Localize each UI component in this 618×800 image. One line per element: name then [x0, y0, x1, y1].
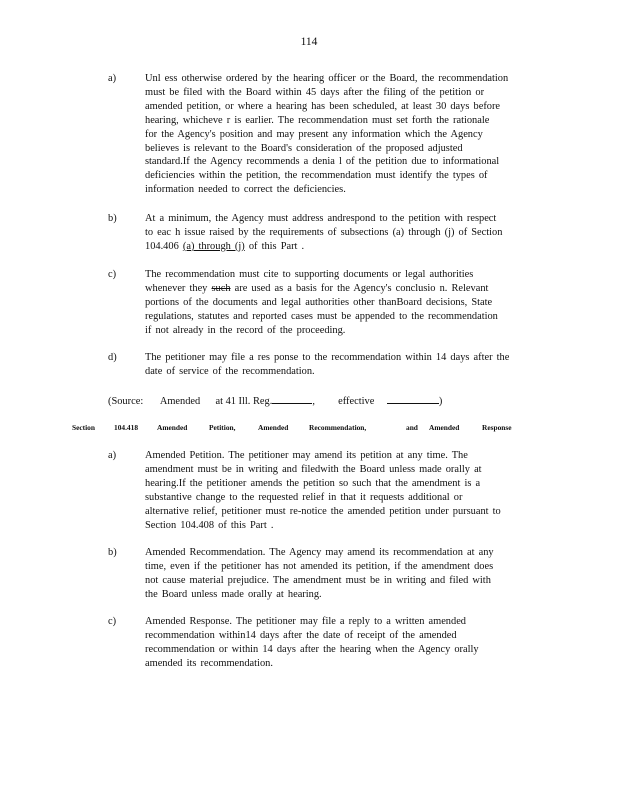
text-line: The petitioner may file a res ponse to the recommendation within 14 days after the: [145, 352, 510, 363]
source-register: at 41 Ill. Reg.: [215, 396, 273, 407]
item-label: d): [108, 352, 117, 363]
text-line: if not already in the record of the proceeding.: [145, 324, 346, 336]
text-line: Amended Response. The petitioner may file a reply to a written amended: [145, 616, 467, 627]
inserted-text: (a) through (j): [182, 240, 245, 252]
page-number: 114: [300, 36, 318, 48]
text-line: time, even if the petitioner has not amended its petition, if the amendment does: [145, 560, 494, 572]
text-line: not cause material prejudice. The amendment must be in writing and filed with: [145, 574, 491, 586]
text-line: amendment must be in writing and filedwith the Board unless made orally at: [145, 463, 482, 475]
text-line: substantive change to the requested relief in that it requests additional or: [145, 491, 463, 503]
text-line: [145, 282, 528, 296]
text-line: amended petition, or where a hearing has been scheduled, at least 30 days before: [145, 100, 501, 112]
text-line: deficiencies within the petition, the recommendation must identify the types of: [145, 170, 488, 182]
text-line: At a minimum, the Agency must address andrespond to the petition with respect: [145, 213, 497, 224]
source-suffix: ): [438, 396, 443, 407]
text-line: hearing.If the petitioner amends the petition so such that the amendment is a: [145, 477, 481, 489]
section-number: 104.418: [114, 423, 139, 432]
text-line: for the Agency's position and may present any information which the Agency: [145, 128, 483, 140]
heading-word: Recommendation,: [309, 423, 367, 432]
text-line: recommendation within14 days after the date of receipt of the amended: [145, 629, 457, 641]
source-effective: effective: [338, 396, 375, 407]
heading-word: Amended: [429, 423, 460, 432]
heading-word: Response: [482, 423, 512, 432]
heading-word: and: [406, 423, 418, 432]
item-label: a): [108, 450, 117, 461]
paragraph-text: [145, 268, 528, 338]
paragraph-text: [145, 449, 537, 532]
paragraph-text: [145, 615, 510, 671]
paragraph-text: [145, 351, 540, 379]
text-line: The recommendation must cite to supporting documents or legal authorities: [145, 269, 474, 280]
text-line: standard.If the Agency recommends a denia l of the petition due to informational: [145, 156, 500, 168]
text-line: Section 104.408 of this Part .: [145, 519, 274, 531]
register-blank: [272, 393, 312, 404]
source-amended: Amended: [159, 396, 201, 407]
source-comma: ,: [312, 396, 315, 407]
heading-word: Amended: [258, 423, 289, 432]
paragraph-text: [145, 72, 528, 197]
text-line: hearing, whicheve r is earlier. The recommendation must set forth the rationale: [145, 114, 490, 126]
text-line: amended its recommendation.: [145, 657, 273, 669]
text-line: [145, 240, 528, 254]
text-run: 104.406: [145, 240, 183, 252]
text-line: information needed to correct the deficiencies.: [145, 184, 346, 196]
text-line: the Board unless made orally at hearing.: [145, 588, 322, 600]
item-label: a): [108, 73, 117, 84]
item-label: b): [108, 213, 117, 224]
item-label: c): [108, 269, 117, 280]
paragraph-text: [145, 212, 528, 254]
text-line: believes is relevant to the Board's consideration of the proposed adjusted: [145, 142, 463, 154]
section-label: Section: [72, 423, 95, 432]
paragraph-text: [145, 546, 534, 602]
effective-blank: [387, 393, 439, 404]
source-prefix: (Source:: [108, 396, 144, 407]
text-line: alternative relief, petitioner must re-notice the amended petition under pursuant to: [145, 505, 501, 517]
text-line: regulations, statutes and reported cases must be appended to the recommendation: [145, 310, 498, 322]
text-line: portions of the documents and legal authorities other thanBoard decisions, State: [145, 296, 493, 308]
item-label: c): [108, 616, 117, 627]
text-line: Unl ess otherwise ordered by the hearing officer or the Board, the recommendation: [145, 73, 509, 84]
text-line: date of service of the recommendation.: [145, 365, 315, 377]
heading-word: Amended: [157, 423, 188, 432]
text-line: must be filed with the Board within 45 days after the filing of the petition or: [145, 86, 485, 98]
deleted-text: such: [211, 282, 231, 294]
text-run: whenever they: [145, 282, 212, 294]
text-line: to eac h issue raised by the requirements of subsections (a) through (j) of Section: [145, 226, 503, 238]
source-note: [108, 393, 442, 407]
heading-word: Petition,: [209, 423, 236, 432]
text-run: of this Part .: [244, 240, 305, 252]
item-label: b): [108, 547, 117, 558]
text-line: recommendation or within 14 days after the hearing when the Agency orally: [145, 643, 479, 655]
text-line: Amended Petition. The petitioner may amend its petition at any time. The: [145, 450, 468, 461]
text-line: Amended Recommendation. The Agency may amend its recommendation at any: [145, 547, 494, 558]
text-run: are used as a basis for the Agency's conclusio n. Relevant: [230, 282, 489, 294]
